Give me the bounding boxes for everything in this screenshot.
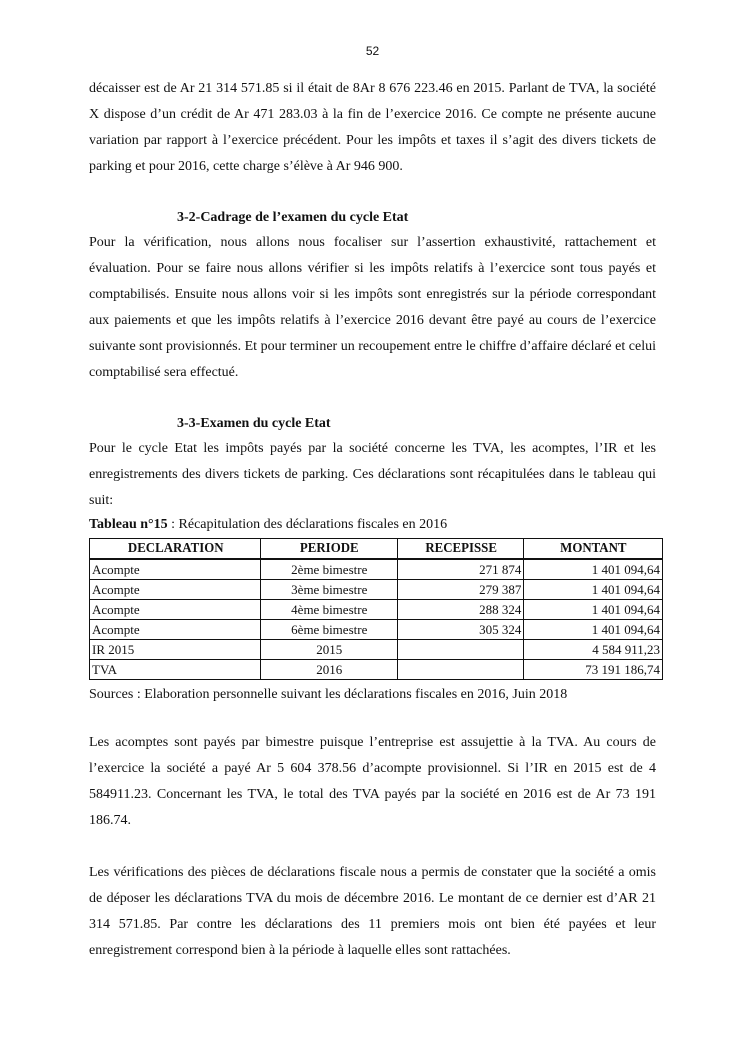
paragraph-intro: décaisser est de Ar 21 314 571.85 si il était de 8Ar 8 676 223.46 en 2015. Parlant de TVA, la société X dispose d’un crédit de Ar 471 283.03 à la fin de l’exercice 2016. Ce compte ne présente aucune variation par rapport à l’exercice précédent. Pour les impôts et taxes il s’agit des divers tickets de parking et pour 2016, cette charge s’élève à Ar 946 900.	[89, 81, 656, 174]
cell-periode: 4ème bimestre	[261, 600, 398, 620]
section-heading-examen: 3-3-Examen du cycle Etat	[177, 416, 331, 431]
cell-montant: 4 584 911,23	[524, 640, 663, 660]
paragraph-examen: Pour le cycle Etat les impôts payés par la société concerne les TVA, les acomptes, l’IR et les enregistrements des divers tickets de parking. Ces déclarations sont récapitulées dans le tableau qui suit:	[89, 441, 656, 508]
paragraph-acomptes: Les acomptes sont payés par bimestre puisque l’entreprise est assujettie à la TVA. Au cours de l’exercice la société a payé Ar 5 604 378.56 d’acompte provisionnel. Si l’IR en 2015 est de 4 584911.23. Concernant les TVA, le total des TVA payés par la société en 2016 est de Ar 73 191 186.74.	[89, 735, 656, 828]
table-row	[90, 580, 663, 600]
cell-montant: 1 401 094,64	[524, 620, 663, 640]
cell-declaration: TVA	[90, 660, 261, 680]
cell-recepisse	[398, 640, 524, 660]
declarations-table	[89, 538, 663, 680]
section-heading-cadrage: 3-2-Cadrage de l’examen du cycle Etat	[177, 210, 409, 225]
cell-periode: 6ème bimestre	[261, 620, 398, 640]
paragraph-cadrage: Pour la vérification, nous allons nous focaliser sur l’assertion exhaustivité, rattachement et évaluation. Pour se faire nous allons vérifier si les impôts relatifs à l’exercice sont tous payés et comptabilisés. Ensuite nous allons voir si les impôts sont enregistrés sur la période correspondant aux paiements et que les impôts relatifs à l’exercice 2016 devant être payé au cours de l’exercice suivante sont provisionnés. Et pour terminer un recoupement entre le chiffre d’affaire déclaré et celui comptabilisé sera effectué.	[89, 235, 656, 380]
paragraph-verifications: Les vérifications des pièces de déclarations fiscale nous a permis de constater que la société a omis de déposer les déclarations TVA du mois de décembre 2016. Le montant de ce dernier est d’AR 21 314 571.85. Par contre les déclarations des 11 premiers mois ont bien été payées et leur enregistrement correspond bien à la période à laquelle elles sont rattachées.	[89, 865, 656, 958]
cell-recepisse: 288 324	[398, 600, 524, 620]
cell-periode: 2016	[261, 660, 398, 680]
table-row	[90, 660, 663, 680]
cell-declaration: Acompte	[90, 620, 261, 640]
cell-periode: 3ème bimestre	[261, 580, 398, 600]
column-header-declaration: DECLARATION	[96, 539, 254, 560]
table-header-row	[90, 539, 663, 560]
table-caption	[89, 514, 656, 536]
cell-recepisse: 271 874	[398, 559, 524, 580]
table-row	[90, 600, 663, 620]
column-header-montant: MONTANT	[529, 539, 657, 560]
table-sources: Sources : Elaboration personnelle suivant les déclarations fiscales en 2016, Juin 2018	[89, 687, 568, 702]
table-caption-label: Tableau n°15	[89, 517, 168, 532]
cell-declaration: IR 2015	[90, 640, 261, 660]
page-number: 52	[365, 44, 380, 58]
cell-recepisse: 305 324	[398, 620, 524, 640]
cell-periode: 2015	[261, 640, 398, 660]
cell-periode: 2ème bimestre	[261, 559, 398, 580]
table-row	[90, 640, 663, 660]
cell-declaration: Acompte	[90, 600, 261, 620]
cell-montant: 1 401 094,64	[524, 580, 663, 600]
cell-montant: 1 401 094,64	[524, 600, 663, 620]
column-header-periode: PERIODE	[266, 539, 392, 560]
cell-recepisse	[398, 660, 524, 680]
cell-declaration: Acompte	[90, 580, 261, 600]
table-row	[90, 559, 663, 580]
cell-recepisse: 279 387	[398, 580, 524, 600]
cell-declaration: Acompte	[90, 559, 261, 580]
document-body	[89, 76, 660, 964]
column-header-recepisse: RECEPISSE	[403, 539, 519, 560]
cell-montant: 73 191 186,74	[524, 660, 663, 680]
table-caption-text: : Récapitulation des déclarations fiscales en 2016	[167, 517, 448, 532]
cell-montant: 1 401 094,64	[524, 559, 663, 580]
table-row	[90, 620, 663, 640]
